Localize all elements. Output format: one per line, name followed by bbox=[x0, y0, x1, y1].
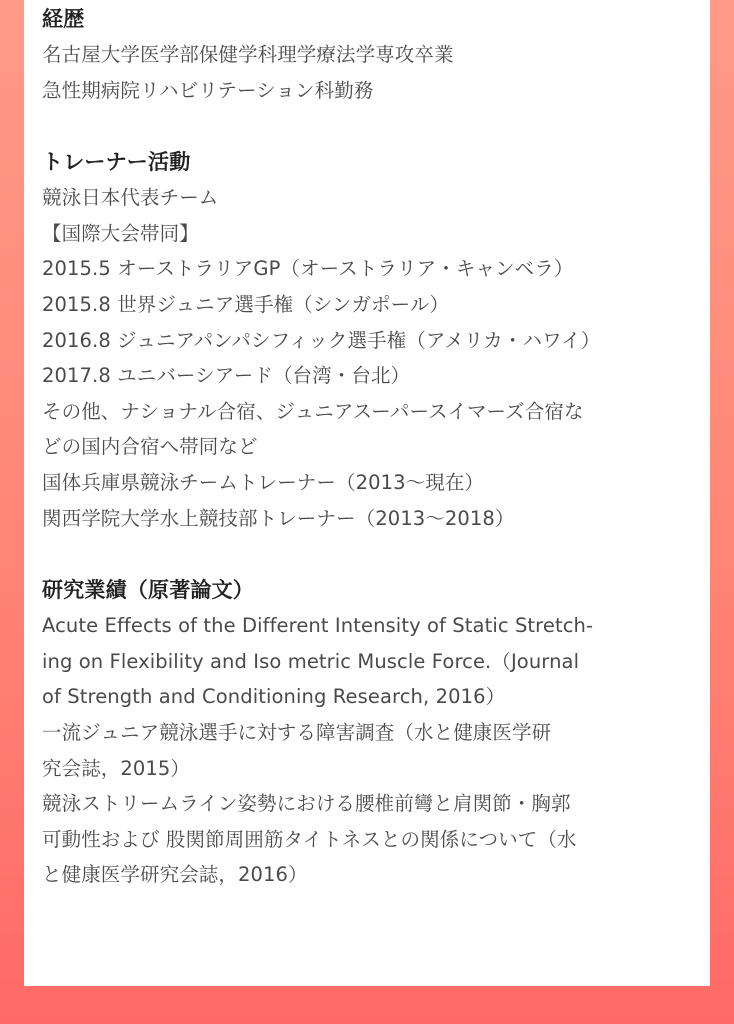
research-line: 競泳ストリームライン姿勢における腰椎前彎と肩関節・胸郭 bbox=[42, 792, 571, 816]
trainer-activity-line: 競泳日本代表チーム bbox=[42, 186, 219, 210]
trainer-activity-line: 関西学院大学水上競技部トレーナー（2013～2018） bbox=[42, 506, 515, 530]
trainer-activity-section bbox=[42, 145, 710, 536]
research-section bbox=[42, 573, 710, 893]
profile-card bbox=[24, 0, 710, 986]
trainer-activity-line: 【国際大会帯同】 bbox=[42, 221, 199, 245]
research-line: 究会誌，2015） bbox=[42, 756, 191, 780]
trainer-activity-line: どの国内合宿へ帯同など bbox=[42, 435, 258, 459]
research-line: 可動性および 股関節周囲筋タイトネスとの関係について（水 bbox=[42, 827, 577, 851]
career-line: 名古屋大学医学部保健学科理学療法学専攻卒業 bbox=[42, 43, 454, 66]
career-line: 急性期病院リハビリテーション科勤務 bbox=[42, 78, 374, 102]
research-line: 一流ジュニア競泳選手に対する障害調査（水と健康医学研 bbox=[42, 720, 552, 744]
research-line: と健康医学研究会誌，2016） bbox=[42, 863, 308, 887]
research-line: of Strength and Conditioning Research, 2016） bbox=[42, 685, 506, 709]
career-section bbox=[42, 2, 710, 108]
trainer-activity-line: 国体兵庫県競泳チームトレーナー（2013～現在） bbox=[42, 470, 485, 494]
trainer-activity-line: 2017.8 ユニバーシアード（台湾・台北） bbox=[42, 364, 411, 388]
trainer-activity-line: 2015.8 世界ジュニア選手権（シンガポール） bbox=[42, 292, 450, 316]
research-heading: 研究業績（原著論文） bbox=[42, 578, 254, 603]
trainer-activity-heading: トレーナー活動 bbox=[42, 150, 191, 175]
research-line: ing on Flexibility and Iso metric Muscle Force.（Journal bbox=[42, 649, 580, 673]
trainer-activity-line: 2015.5 オーストラリアGP（オーストラリア・キャンベラ） bbox=[42, 257, 574, 281]
research-line: Acute Effects of the Different Intensity of Static Stretch- bbox=[42, 614, 594, 638]
trainer-activity-line: 2016.8 ジュニアパンパシフィック選手権（アメリカ・ハワイ） bbox=[42, 328, 601, 352]
career-heading: 経歴 bbox=[42, 7, 85, 31]
trainer-activity-line: その他、ナショナル合宿、ジュニアスーパースイマーズ合宿な bbox=[42, 399, 584, 423]
